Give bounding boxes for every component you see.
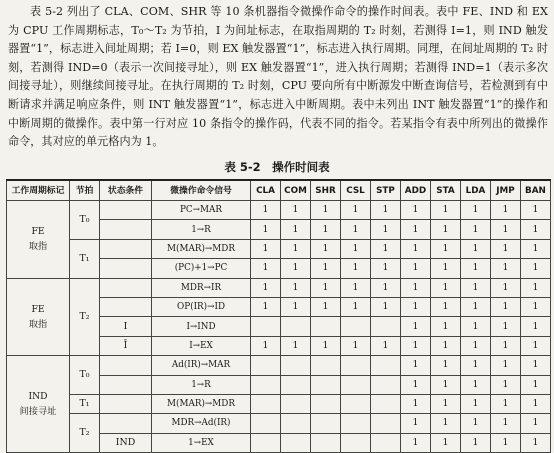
- micro-op-cell: PC→MAR: [152, 201, 251, 220]
- value-cell: 1: [521, 414, 551, 433]
- condition-cell: I: [100, 317, 152, 336]
- micro-op-cell: OP(IR)→ID: [152, 297, 251, 316]
- value-cell: [251, 375, 281, 394]
- table-row: [7, 239, 551, 258]
- value-cell: 1: [521, 394, 551, 413]
- micro-op-cell: M(MAR)→MDR: [152, 239, 251, 258]
- value-cell: 1: [311, 278, 341, 297]
- cycle-flag-name: FE: [31, 226, 45, 238]
- header-cell: BAN: [521, 180, 551, 201]
- value-cell: 1: [341, 297, 371, 316]
- value-cell: [341, 375, 371, 394]
- condition-cell: [100, 201, 152, 220]
- value-cell: 1: [461, 336, 491, 355]
- table-header-row: [7, 180, 551, 201]
- value-cell: 1: [461, 220, 491, 239]
- value-cell: 1: [281, 239, 311, 258]
- header-cell: LDA: [461, 180, 491, 201]
- beat-cell: T₁: [70, 239, 100, 278]
- value-cell: 1: [281, 259, 311, 278]
- value-cell: 1: [431, 414, 461, 433]
- value-cell: 1: [431, 336, 461, 355]
- value-cell: 1: [431, 220, 461, 239]
- value-cell: [311, 356, 341, 375]
- value-cell: [281, 356, 311, 375]
- value-cell: 1: [461, 356, 491, 375]
- value-cell: 1: [401, 297, 431, 316]
- value-cell: 1: [401, 433, 431, 452]
- value-cell: 1: [371, 239, 401, 258]
- value-cell: [281, 414, 311, 433]
- value-cell: 1: [491, 336, 521, 355]
- beat-cell: T₀: [70, 201, 100, 240]
- value-cell: 1: [311, 259, 341, 278]
- value-cell: 1: [401, 220, 431, 239]
- value-cell: 1: [491, 259, 521, 278]
- value-cell: 1: [521, 278, 551, 297]
- micro-op-cell: I→IND: [152, 317, 251, 336]
- value-cell: [371, 414, 401, 433]
- value-cell: [371, 394, 401, 413]
- micro-op-cell: 1→R: [152, 220, 251, 239]
- table-row: [7, 356, 551, 375]
- condition-cell: Ī: [100, 336, 152, 355]
- value-cell: 1: [461, 201, 491, 220]
- value-cell: 1: [401, 375, 431, 394]
- micro-op-cell: 1→R: [152, 375, 251, 394]
- value-cell: 1: [371, 336, 401, 355]
- value-cell: [341, 356, 371, 375]
- intro-paragraph: 表 5-2 列出了 CLA、COM、SHR 等 10 条机器指令微操作命令的操作时间表。表中 FE、IND 和 EX 为 CPU 工作周期标志，T₀～T₂ 为节拍，I 为间址标志，在取指周期的 T₂ 时刻，若测得 I=1，则 IND 触发器置“1”，标志进入间址周期；若 I=0，则 EX 触发器置“1”，标志进入执行周期。同理，在间址周期的 T₂ 时刻，若测得 IND=0（表示一次间接寻址），则 EX 触发器置“1”，进入执行周期；若测得 IND=1（表示多次间接寻址），则继续间接寻址。在执行周期的 T₂ 时刻，CPU 要向所有中断源发中断查询信号，若检测到有中断请求并满足响应条件，则 INT 触发器置“1”，标志进入中断周期。表中未列出 INT 触发器置“1”的操作和中断周期的微操作。表中第一行对应 10 条指令的操作码，代表不同的指令。若某指令有表中所列出的微操作命令，其对应的单元格内为 1。: [8, 5, 548, 149]
- value-cell: 1: [431, 433, 461, 452]
- value-cell: 1: [461, 239, 491, 258]
- condition-cell: [100, 220, 152, 239]
- value-cell: 1: [491, 239, 521, 258]
- value-cell: 1: [341, 336, 371, 355]
- operation-time-table: [6, 179, 551, 453]
- value-cell: 1: [491, 414, 521, 433]
- value-cell: 1: [371, 201, 401, 220]
- header-cell: 工作周期标记: [7, 180, 70, 201]
- value-cell: 1: [401, 201, 431, 220]
- value-cell: 1: [401, 356, 431, 375]
- value-cell: [341, 317, 371, 336]
- beat-cell: T₂: [70, 414, 100, 453]
- table-row: [7, 278, 551, 297]
- value-cell: 1: [461, 414, 491, 433]
- header-cell: SHR: [311, 180, 341, 201]
- value-cell: 1: [521, 356, 551, 375]
- condition-cell: [100, 278, 152, 297]
- header-cell: CLA: [251, 180, 281, 201]
- condition-cell: [100, 356, 152, 375]
- value-cell: 1: [491, 278, 521, 297]
- value-cell: 1: [431, 239, 461, 258]
- beat-cell: T₂: [70, 278, 100, 356]
- value-cell: 1: [401, 239, 431, 258]
- value-cell: [311, 394, 341, 413]
- value-cell: 1: [311, 201, 341, 220]
- value-cell: 1: [461, 297, 491, 316]
- value-cell: 1: [371, 220, 401, 239]
- header-cell: STA: [431, 180, 461, 201]
- header-cell: COM: [281, 180, 311, 201]
- value-cell: 1: [521, 297, 551, 316]
- value-cell: [281, 375, 311, 394]
- value-cell: 1: [521, 201, 551, 220]
- value-cell: [341, 394, 371, 413]
- value-cell: [281, 394, 311, 413]
- value-cell: 1: [521, 336, 551, 355]
- value-cell: 1: [281, 201, 311, 220]
- micro-op-cell: MDR→Ad(IR): [152, 414, 251, 433]
- beat-cell: T₁: [70, 394, 100, 413]
- value-cell: 1: [281, 336, 311, 355]
- value-cell: 1: [491, 394, 521, 413]
- value-cell: 1: [491, 375, 521, 394]
- value-cell: 1: [251, 239, 281, 258]
- value-cell: 1: [491, 201, 521, 220]
- value-cell: 1: [431, 375, 461, 394]
- cycle-flag-cell: [7, 278, 70, 356]
- micro-op-cell: Ad(IR)→MAR: [152, 356, 251, 375]
- cycle-flag-name: FE: [31, 303, 45, 315]
- value-cell: 1: [341, 278, 371, 297]
- value-cell: 1: [251, 201, 281, 220]
- value-cell: 1: [401, 394, 431, 413]
- cycle-flag-name: IND: [28, 391, 48, 403]
- header-cell: 状态条件: [100, 180, 152, 201]
- value-cell: 1: [341, 201, 371, 220]
- table-row: [7, 394, 551, 413]
- condition-cell: [100, 375, 152, 394]
- value-cell: 1: [371, 297, 401, 316]
- value-cell: 1: [251, 220, 281, 239]
- value-cell: 1: [461, 317, 491, 336]
- value-cell: [251, 414, 281, 433]
- value-cell: 1: [311, 239, 341, 258]
- value-cell: [371, 356, 401, 375]
- value-cell: 1: [431, 259, 461, 278]
- cycle-flag-cell: [7, 201, 70, 279]
- value-cell: 1: [461, 433, 491, 452]
- value-cell: 1: [461, 375, 491, 394]
- value-cell: 1: [251, 336, 281, 355]
- value-cell: 1: [281, 278, 311, 297]
- header-cell: CSL: [341, 180, 371, 201]
- value-cell: 1: [431, 278, 461, 297]
- value-cell: 1: [521, 259, 551, 278]
- value-cell: 1: [281, 220, 311, 239]
- value-cell: 1: [491, 317, 521, 336]
- value-cell: 1: [341, 220, 371, 239]
- cycle-flag-desc: 取指: [28, 318, 48, 330]
- value-cell: 1: [341, 259, 371, 278]
- cycle-flag-cell: [7, 356, 70, 453]
- value-cell: 1: [371, 259, 401, 278]
- table-caption: 表 5-2 操作时间表: [224, 160, 330, 174]
- micro-op-cell: I→EX: [152, 336, 251, 355]
- value-cell: [371, 317, 401, 336]
- condition-cell: IND: [100, 433, 152, 452]
- condition-cell: [100, 239, 152, 258]
- value-cell: 1: [431, 201, 461, 220]
- value-cell: 1: [371, 278, 401, 297]
- value-cell: 1: [461, 278, 491, 297]
- header-cell: STP: [371, 180, 401, 201]
- value-cell: [251, 394, 281, 413]
- value-cell: [341, 433, 371, 452]
- value-cell: 1: [431, 394, 461, 413]
- value-cell: [281, 317, 311, 336]
- value-cell: 1: [401, 317, 431, 336]
- value-cell: 1: [521, 239, 551, 258]
- value-cell: 1: [401, 278, 431, 297]
- table-row: [7, 201, 551, 220]
- value-cell: [281, 433, 311, 452]
- beat-cell: T₀: [70, 356, 100, 395]
- value-cell: [311, 414, 341, 433]
- value-cell: 1: [461, 394, 491, 413]
- micro-op-cell: (PC)+1→PC: [152, 259, 251, 278]
- value-cell: 1: [491, 297, 521, 316]
- condition-cell: [100, 394, 152, 413]
- header-cell: 节拍: [70, 180, 100, 201]
- value-cell: 1: [401, 259, 431, 278]
- value-cell: 1: [311, 336, 341, 355]
- value-cell: 1: [431, 297, 461, 316]
- table-row: [7, 414, 551, 433]
- value-cell: 1: [341, 239, 371, 258]
- value-cell: [311, 375, 341, 394]
- value-cell: 1: [491, 433, 521, 452]
- value-cell: [371, 375, 401, 394]
- cycle-flag-desc: 取指: [28, 241, 48, 253]
- value-cell: 1: [521, 220, 551, 239]
- value-cell: 1: [251, 297, 281, 316]
- value-cell: [311, 317, 341, 336]
- value-cell: 1: [521, 433, 551, 452]
- condition-cell: [100, 259, 152, 278]
- header-cell: JMP: [491, 180, 521, 201]
- value-cell: 1: [311, 297, 341, 316]
- value-cell: [251, 356, 281, 375]
- value-cell: 1: [521, 317, 551, 336]
- value-cell: 1: [281, 297, 311, 316]
- value-cell: 1: [461, 259, 491, 278]
- value-cell: 1: [401, 336, 431, 355]
- header-cell: ADD: [401, 180, 431, 201]
- value-cell: 1: [311, 220, 341, 239]
- header-cell: 微操作命令信号: [152, 180, 251, 201]
- value-cell: 1: [521, 375, 551, 394]
- value-cell: [251, 317, 281, 336]
- value-cell: 1: [431, 356, 461, 375]
- value-cell: 1: [491, 220, 521, 239]
- condition-cell: [100, 414, 152, 433]
- cycle-flag-desc: 间接寻址: [19, 406, 57, 418]
- micro-op-cell: 1→EX: [152, 433, 251, 452]
- value-cell: 1: [431, 317, 461, 336]
- value-cell: [341, 414, 371, 433]
- value-cell: [371, 433, 401, 452]
- value-cell: [311, 433, 341, 452]
- value-cell: 1: [491, 356, 521, 375]
- value-cell: 1: [401, 414, 431, 433]
- micro-op-cell: MDR→IR: [152, 278, 251, 297]
- micro-op-cell: M(MAR)→MDR: [152, 394, 251, 413]
- condition-cell: [100, 297, 152, 316]
- value-cell: 1: [251, 278, 281, 297]
- value-cell: 1: [251, 259, 281, 278]
- value-cell: [251, 433, 281, 452]
